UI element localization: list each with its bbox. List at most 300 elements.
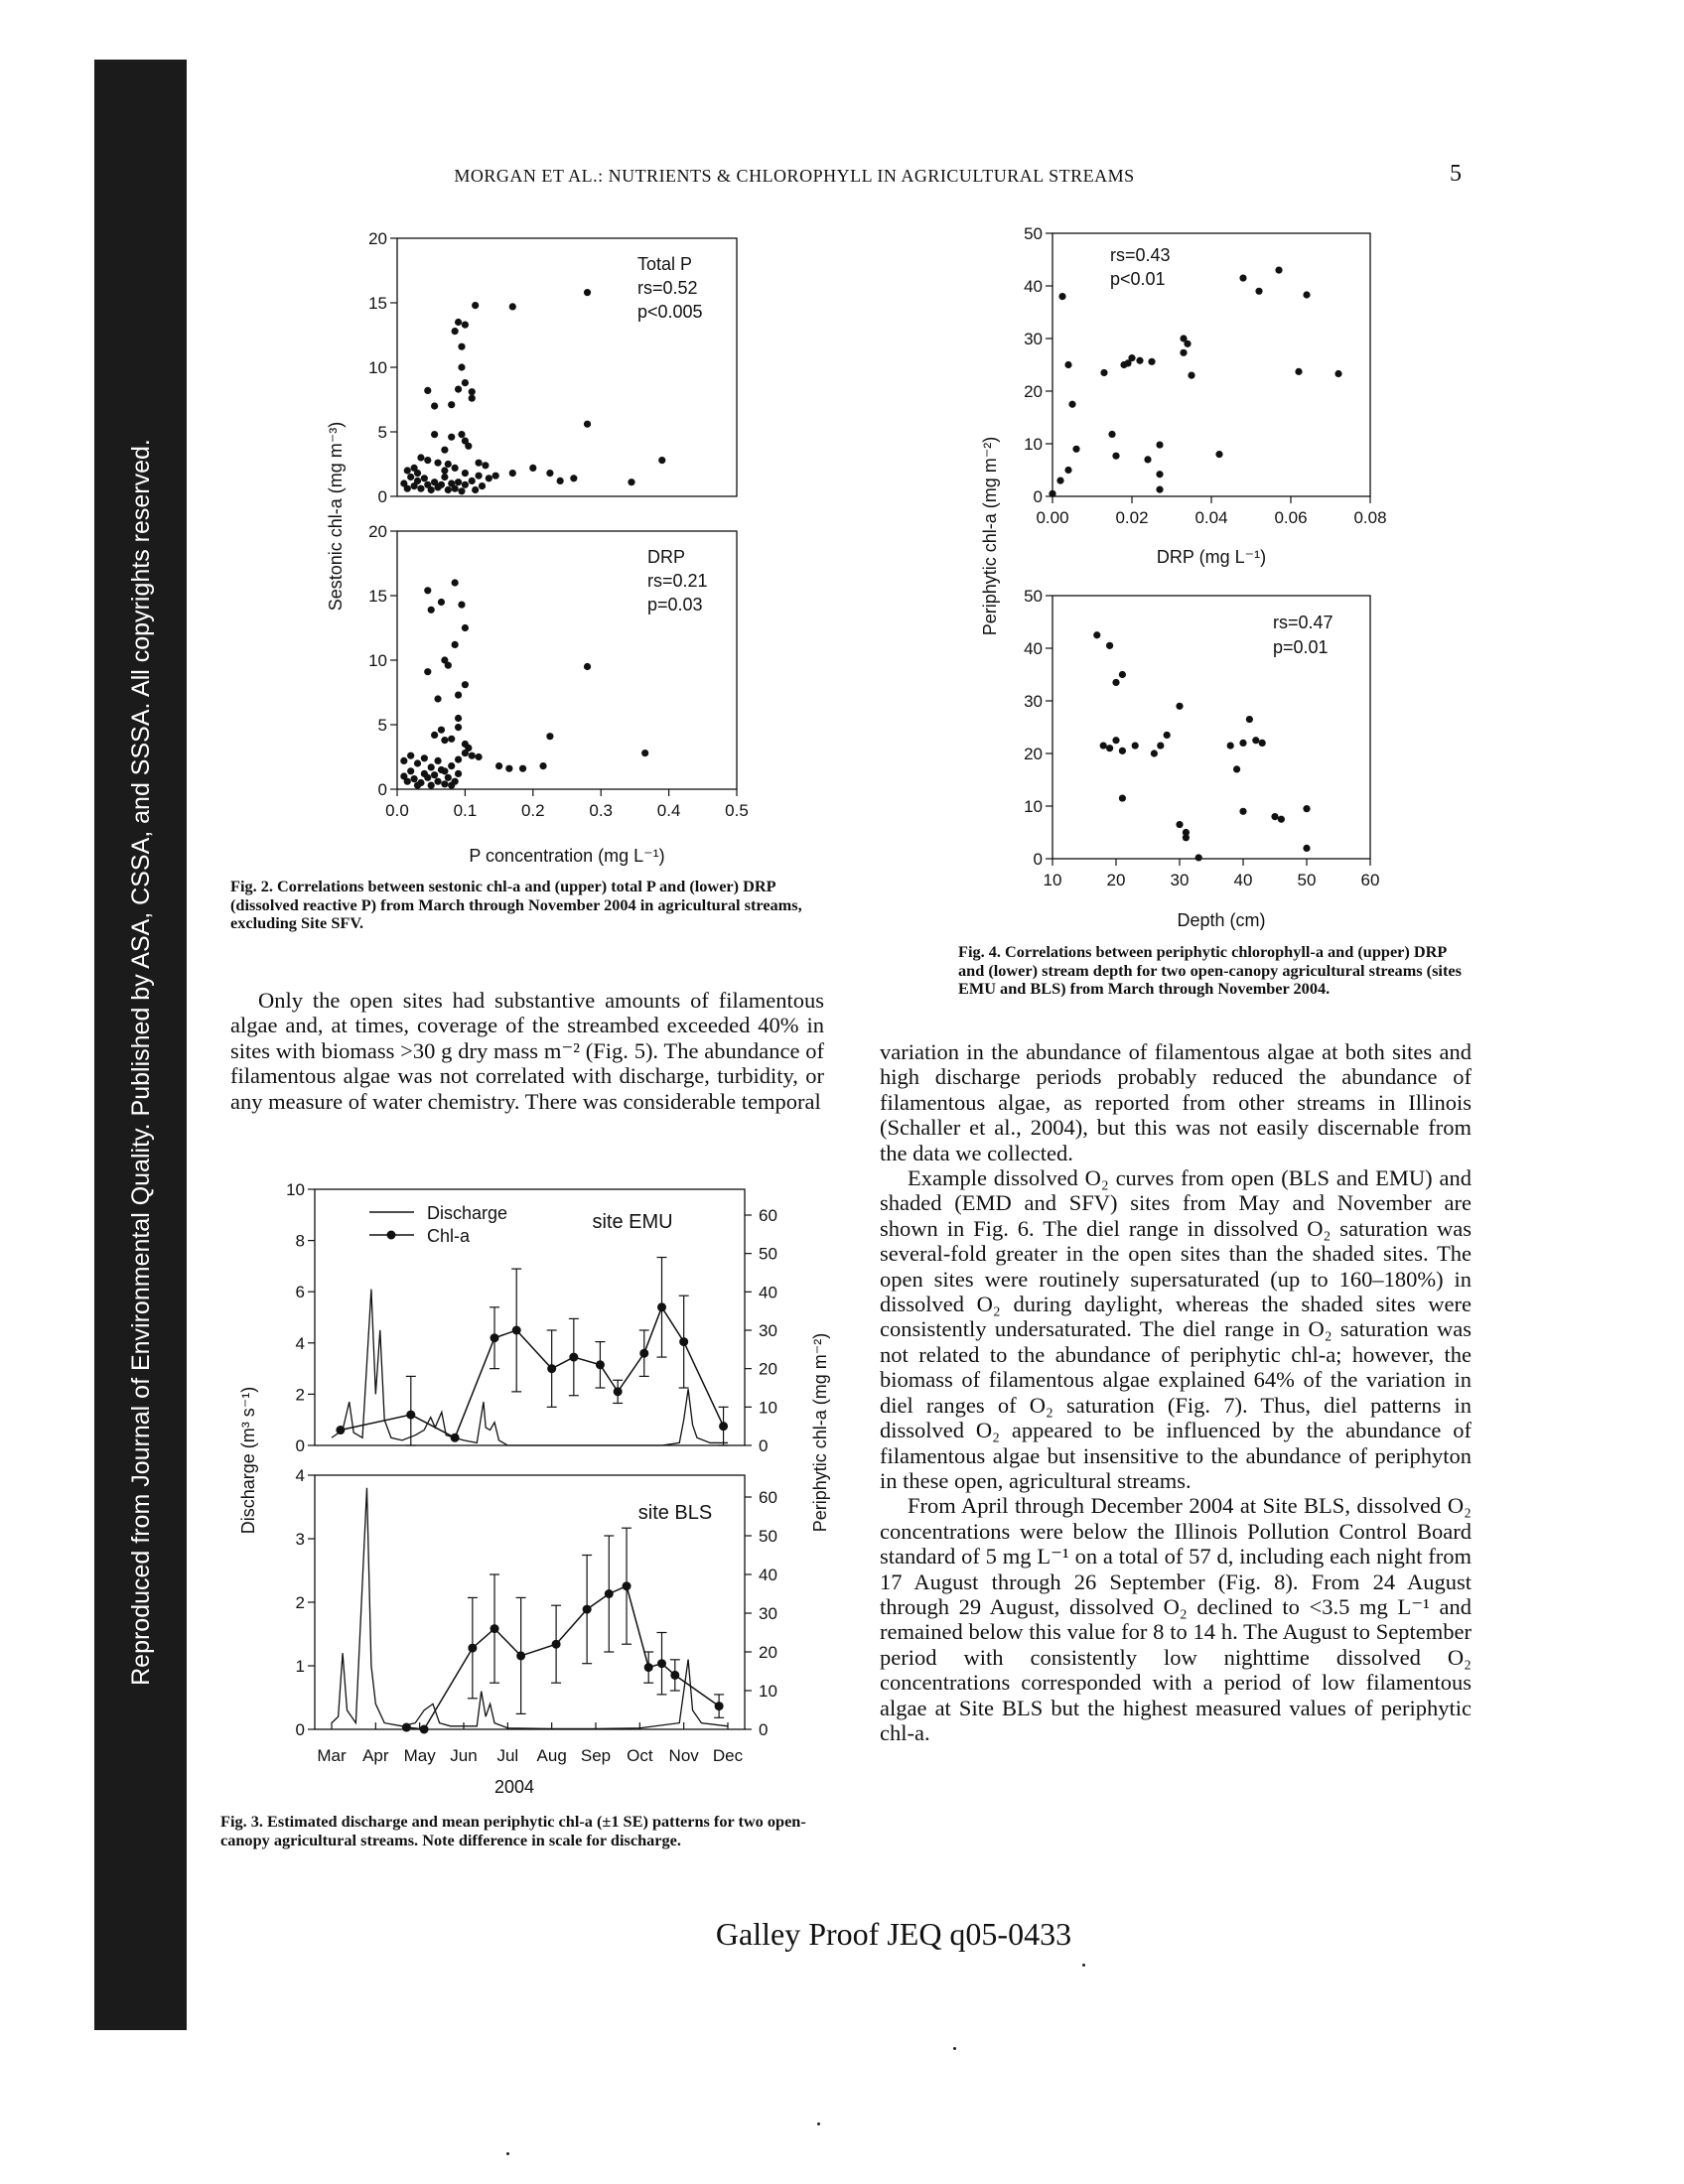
chla-point — [336, 1426, 345, 1434]
data-point — [628, 478, 634, 485]
month-label: Apr — [362, 1746, 389, 1765]
chla-point — [657, 1302, 666, 1311]
data-point — [434, 460, 441, 467]
data-point — [1093, 631, 1100, 638]
chla-point — [547, 1364, 556, 1373]
data-point — [448, 401, 455, 408]
legend-chla: Chl-a — [427, 1226, 471, 1246]
data-point — [414, 470, 421, 477]
x-tick-label: 10 — [1043, 871, 1062, 889]
data-point — [1188, 372, 1194, 379]
fig4-y-label: Periphytic chl-a (mg m⁻²) — [980, 436, 1000, 636]
y-tick-label: 20 — [759, 1643, 777, 1662]
chla-point — [569, 1353, 578, 1362]
data-point — [557, 478, 564, 484]
data-point — [641, 750, 648, 756]
y-tick-label: 0 — [1033, 487, 1043, 506]
fig2-caption: Fig. 2. Correlations between sestonic chl-a and (upper) total P and (lower) DRP (dissolved reactive P) from March through November 2004 in agricultural streams, excluding Site SFV. — [230, 877, 802, 932]
fig4-lower-x-axis — [1044, 859, 1380, 889]
legend-chla-marker — [387, 1231, 396, 1240]
paragraph-dissolved-o2: Example dissolved O₂ curves from open (BLS and EMU) and shaded (EMD and SFV) sites from May and November are shown in Fig. 6. The diel range in dissolved O₂ saturation was several-fold greater in the open sites than the shaded sites. The open sites were routinely supersaturated (up to 160–180%) in dissolved O₂ during daylight, whereas the shaded sites were consistently undersaturated. The diel range in O₂ saturation was not related to the abundance of periphytic chl-a; however, the biomass of filamentous algae explained 64% of the variation in diel ranges of O₂ saturation (Fig. 7). Thus, diel patterns in dissolved O₂ appeared to be influenced by the abundance of filamentous algae but insensitive to the abundance of periphyton in these open, agricultural streams. — [880, 1165, 1472, 1493]
data-point — [505, 765, 512, 772]
data-point — [1278, 816, 1285, 823]
data-point — [1259, 740, 1266, 747]
data-point — [417, 454, 424, 461]
y-tick-label: 10 — [1024, 435, 1043, 454]
y-tick-label: 10 — [286, 1180, 305, 1199]
data-point — [1334, 370, 1341, 377]
data-point — [529, 465, 536, 472]
fig4-lower-x-label: Depth (cm) — [1177, 910, 1266, 930]
chla-point — [605, 1589, 614, 1598]
y-tick-label: 40 — [759, 1566, 777, 1584]
y-tick-label: 60 — [759, 1206, 777, 1225]
data-point — [1112, 679, 1119, 686]
data-point — [1119, 794, 1126, 801]
data-point — [509, 470, 516, 477]
data-point — [424, 587, 431, 594]
scan-speck — [506, 2152, 509, 2155]
data-point — [455, 692, 462, 699]
fig3-lower-site: site BLS — [637, 1502, 713, 1524]
data-point — [1176, 703, 1183, 710]
month-label: Dec — [712, 1746, 744, 1765]
paragraph-variation: variation in the abundance of filamentous algae at both sites and high discharge periods probably reduced the abundance of filamentous algae, as reported from other streams in Illinois (Schaller et al., 2004), but this was not easily discernable from the data we collected. — [880, 1039, 1472, 1165]
x-tick-label: 0.1 — [453, 801, 478, 820]
figure-3 — [230, 1179, 866, 1797]
data-point — [458, 602, 465, 609]
fig4-lower-y-axis — [1024, 587, 1052, 869]
y-tick-label: 10 — [759, 1682, 777, 1701]
data-point — [452, 328, 459, 335]
month-label: Jul — [496, 1746, 519, 1765]
chla-point — [670, 1671, 679, 1680]
chla-point — [614, 1387, 623, 1396]
data-point — [1183, 834, 1190, 841]
x-tick-label: 40 — [1233, 871, 1253, 889]
y-tick-label: 2 — [295, 1385, 305, 1405]
data-point — [1215, 451, 1222, 458]
x-tick-label: 0.00 — [1036, 508, 1069, 527]
fig4-lower-p: p=0.01 — [1273, 637, 1329, 657]
data-point — [1255, 288, 1262, 295]
y-tick-label: 20 — [368, 522, 387, 541]
data-point — [455, 756, 462, 763]
x-tick-label: 0.3 — [589, 801, 614, 820]
data-point — [431, 402, 438, 409]
data-point — [472, 486, 479, 493]
y-tick-label: 40 — [1024, 277, 1043, 296]
fig2-lower-points — [400, 579, 648, 788]
data-point — [1156, 471, 1163, 478]
y-tick-label: 50 — [1024, 224, 1043, 243]
data-point — [1151, 750, 1158, 756]
data-point — [455, 386, 462, 393]
y-tick-label: 15 — [368, 294, 387, 313]
chla-line — [406, 1586, 719, 1729]
page-number: 5 — [1450, 161, 1462, 187]
data-point — [428, 763, 435, 770]
data-point — [428, 607, 435, 614]
data-point — [414, 759, 421, 766]
data-point — [1164, 732, 1171, 739]
data-point — [448, 762, 455, 769]
data-point — [1132, 742, 1139, 749]
data-point — [438, 599, 445, 606]
data-point — [1058, 293, 1065, 300]
galley-proof-footer: Galley Proof JEQ q05-0433 — [715, 1916, 1072, 1952]
data-point — [546, 470, 553, 477]
data-point — [1271, 813, 1278, 820]
y-tick-label: 0 — [295, 1720, 305, 1739]
data-point — [1112, 737, 1119, 744]
data-point — [438, 481, 445, 488]
data-point — [1246, 716, 1253, 723]
chla-point — [451, 1433, 460, 1442]
data-point — [539, 762, 546, 769]
fig3-right-y-label: Periphytic chl-a (mg m⁻²) — [810, 1332, 830, 1533]
fig2-upper-points — [400, 289, 665, 494]
data-point — [452, 485, 459, 492]
data-point — [455, 770, 462, 777]
data-point — [475, 460, 482, 467]
y-tick-label: 8 — [295, 1231, 305, 1251]
fig4-upper-y-axis — [1024, 224, 1052, 506]
data-point — [407, 474, 414, 480]
scan-speck — [1082, 1964, 1085, 1967]
fig4-upper-p: p<0.01 — [1110, 269, 1166, 289]
y-tick-label: 20 — [1024, 382, 1043, 401]
data-point — [1157, 742, 1164, 749]
y-tick-label: 0 — [377, 780, 387, 799]
data-point — [431, 732, 438, 739]
data-point — [1239, 808, 1246, 815]
data-point — [455, 715, 462, 722]
data-point — [445, 662, 452, 669]
fig2-lower-label: DRP — [647, 547, 686, 567]
scan-speck — [953, 2047, 956, 2050]
data-point — [424, 387, 431, 394]
y-tick-label: 1 — [295, 1657, 305, 1676]
discharge-line — [332, 1488, 728, 1729]
data-point — [445, 461, 452, 468]
data-point — [431, 431, 438, 438]
data-point — [411, 775, 418, 782]
fig4-lower-rs: rs=0.47 — [1273, 613, 1333, 632]
chla-point — [639, 1349, 648, 1358]
chla-point — [516, 1651, 525, 1660]
fig4-upper-rs: rs=0.43 — [1110, 245, 1171, 265]
data-point — [458, 487, 465, 494]
chla-point — [406, 1411, 415, 1420]
fig2-x-label: P concentration (mg L⁻¹) — [469, 846, 665, 866]
y-tick-label: 10 — [759, 1398, 777, 1418]
data-point — [1227, 742, 1234, 749]
y-tick-label: 2 — [295, 1593, 305, 1612]
data-point — [441, 737, 448, 744]
chla-point — [623, 1581, 632, 1590]
data-point — [452, 579, 459, 586]
data-point — [1106, 745, 1113, 751]
y-tick-label: 4 — [295, 1333, 305, 1353]
data-point — [1275, 267, 1282, 274]
data-point — [1184, 341, 1191, 347]
data-point — [469, 395, 476, 402]
y-tick-label: 50 — [759, 1527, 777, 1546]
y-tick-label: 3 — [295, 1530, 305, 1549]
data-point — [441, 447, 448, 454]
right-column-text — [880, 1039, 1472, 1745]
data-point — [1100, 369, 1107, 376]
data-point — [1156, 441, 1163, 448]
scan-speck — [817, 2122, 820, 2125]
data-point — [546, 733, 553, 740]
data-point — [1239, 274, 1246, 281]
fig2-y-label: Sestonic chl-a (mg m⁻³) — [326, 421, 346, 612]
data-point — [486, 475, 492, 481]
fig2-upper-frame — [397, 238, 737, 496]
x-tick-label: 0.02 — [1115, 508, 1149, 527]
y-tick-label: 5 — [377, 423, 387, 442]
chla-point — [644, 1663, 653, 1672]
chla-point — [512, 1326, 521, 1335]
data-point — [455, 724, 462, 731]
data-point — [1064, 467, 1071, 474]
data-point — [1072, 446, 1079, 453]
fig3-upper-chla-series — [336, 1258, 728, 1445]
fig2-lower-y-axis — [368, 522, 397, 799]
chla-point — [657, 1659, 666, 1668]
fig2-upper-rs: rs=0.52 — [637, 278, 698, 298]
data-point — [421, 475, 428, 481]
data-point — [462, 470, 469, 477]
data-point — [465, 443, 472, 450]
data-point — [445, 486, 452, 493]
data-point — [1233, 765, 1240, 772]
fig4-upper-x-label: DRP (mg L⁻¹) — [1156, 547, 1267, 567]
fig3-year: 2004 — [493, 1777, 535, 1797]
y-tick-label: 50 — [1024, 587, 1043, 606]
data-point — [441, 780, 448, 787]
data-point — [469, 478, 476, 484]
fig2-lower-rs: rs=0.21 — [647, 571, 708, 591]
month-label: Sep — [580, 1746, 612, 1765]
data-point — [462, 750, 469, 756]
fig4-lower-points — [1093, 631, 1310, 861]
y-tick-label: 0 — [1033, 850, 1043, 869]
fig4-caption: Fig. 4. Correlations between periphytic chlorophyll-a and (upper) DRP and (lower) stream depth for two open-canopy agricultural streams (sites EMU and BLS) from March through November 2004. — [958, 942, 1462, 998]
left-column-text — [230, 988, 824, 1114]
data-point — [1064, 361, 1071, 368]
data-point — [448, 736, 455, 743]
data-point — [492, 473, 499, 479]
fig4-upper-points — [1049, 267, 1341, 497]
fig2-upper-p: p<0.005 — [637, 302, 703, 322]
y-tick-label: 60 — [759, 1488, 777, 1507]
data-point — [1136, 357, 1143, 364]
data-point — [462, 624, 469, 631]
chla-point — [719, 1422, 728, 1431]
data-point — [1176, 821, 1183, 828]
data-point — [400, 757, 407, 764]
data-point — [584, 421, 591, 428]
data-point — [414, 782, 421, 789]
chla-point — [596, 1360, 605, 1369]
y-tick-label: 0 — [295, 1436, 305, 1455]
data-point — [434, 695, 441, 702]
data-point — [1049, 490, 1055, 497]
data-point — [1148, 358, 1155, 365]
y-tick-label: 30 — [1024, 692, 1043, 711]
y-tick-label: 10 — [368, 358, 387, 377]
data-point — [1144, 456, 1151, 463]
y-tick-label: 0 — [759, 1720, 769, 1739]
data-point — [441, 767, 448, 774]
data-point — [458, 363, 465, 370]
chla-line — [341, 1307, 724, 1437]
data-point — [441, 467, 448, 474]
month-label: Oct — [627, 1746, 653, 1765]
fig3-caption: Fig. 3. Estimated discharge and mean periphytic chl-a (±1 SE) patterns for two open-canopy agricultural streams. Note difference in scale for discharge. — [220, 1812, 806, 1849]
data-point — [445, 774, 452, 781]
paragraph-filamentous-algae: Only the open sites had substantive amounts of filamentous algae and, at times, coverage of the streambed exceeded 40% in sites with biomass >30 g dry mass m⁻² (Fig. 5). The abundance of filamentous algae was not correlated with discharge, turbidity, or any measure of water chemistry. There was considerable temporal — [230, 988, 824, 1114]
fig3-left-y-label: Discharge (m³ s⁻¹) — [238, 1386, 258, 1535]
data-point — [424, 457, 431, 464]
fig4-upper-x-axis — [1036, 496, 1386, 527]
figure-4 — [978, 223, 1425, 938]
data-point — [438, 727, 445, 734]
data-point — [469, 388, 476, 395]
data-point — [448, 434, 455, 441]
data-point — [1100, 742, 1107, 749]
data-point — [1239, 740, 1246, 747]
running-head: MORGAN ET AL.: NUTRIENTS & CHLOROPHYLL IN AGRICULTURAL STREAMS — [454, 166, 1135, 186]
chla-point — [491, 1624, 499, 1633]
data-point — [475, 753, 482, 760]
y-tick-label: 20 — [1024, 745, 1043, 763]
data-point — [458, 431, 465, 438]
y-tick-label: 10 — [368, 651, 387, 670]
chla-point — [679, 1337, 688, 1346]
fig2-x-axis — [385, 789, 749, 820]
paragraph-site-bls: From April through December 2004 at Site BLS, dissolved O₂ concentrations were below the Illinois Pollution Control Board standard of 5 mg L⁻¹ on a total of 57 d, including each night from 17 August through 26 September (Fig. 8). From 24 August through 29 August, dissolved O₂ declined to <3.5 mg L⁻¹ and remained below this value for 8 to 14 h. The August to September period with consistently low nighttime dissolved O₂ concentrations corresponded with a period of low filamentous algae at Site BLS but the highest measured values of periphytic chl-a. — [880, 1493, 1472, 1745]
data-point — [452, 465, 459, 472]
figure-2 — [318, 223, 765, 869]
data-point — [458, 343, 465, 350]
chla-point — [715, 1702, 724, 1710]
y-tick-label: 5 — [377, 716, 387, 735]
month-label: Jun — [450, 1746, 478, 1765]
data-point — [1112, 453, 1119, 460]
data-point — [414, 478, 421, 484]
data-point — [584, 289, 591, 296]
data-point — [462, 481, 469, 488]
data-point — [1056, 478, 1063, 484]
data-point — [441, 474, 448, 480]
x-tick-label: 0.2 — [520, 801, 545, 820]
x-tick-label: 20 — [1106, 871, 1126, 889]
data-point — [1106, 642, 1113, 649]
chla-point — [402, 1723, 411, 1732]
data-point — [472, 302, 479, 309]
data-point — [1295, 368, 1302, 375]
month-label: Nov — [668, 1746, 699, 1765]
chla-point — [468, 1644, 477, 1653]
y-tick-label: 15 — [368, 587, 387, 606]
x-tick-label: 0.5 — [725, 801, 749, 820]
x-tick-label: 30 — [1170, 871, 1190, 889]
data-point — [475, 473, 482, 479]
fig3-lower-chla-series — [402, 1528, 724, 1733]
chla-point — [491, 1333, 499, 1342]
data-point — [1068, 401, 1075, 408]
x-tick-label: 0.0 — [385, 801, 409, 820]
data-point — [434, 778, 441, 785]
y-tick-label: 30 — [759, 1604, 777, 1623]
data-point — [404, 467, 411, 474]
y-tick-label: 4 — [295, 1466, 305, 1485]
data-point — [1119, 671, 1126, 678]
data-point — [424, 668, 431, 675]
data-point — [570, 475, 577, 481]
discharge-line — [332, 1290, 728, 1445]
data-point — [424, 774, 431, 781]
chla-point — [420, 1725, 429, 1734]
copyright-text: Reproduced from Journal of Environmental Quality. Published by ASA, CSSA, and SSSA. All copyrights reserved. — [127, 439, 155, 1686]
data-point — [509, 303, 516, 310]
month-label: Mar — [317, 1746, 347, 1765]
data-point — [407, 767, 414, 774]
y-tick-label: 6 — [295, 1283, 305, 1302]
data-point — [421, 754, 428, 761]
data-point — [404, 485, 411, 492]
y-tick-label: 20 — [368, 229, 387, 248]
data-point — [431, 771, 438, 778]
legend-discharge: Discharge — [427, 1203, 508, 1223]
data-point — [1180, 349, 1187, 356]
fig3-upper-site: site EMU — [592, 1211, 673, 1233]
data-point — [417, 485, 424, 492]
month-label: May — [403, 1746, 436, 1765]
y-tick-label: 10 — [1024, 797, 1043, 816]
data-point — [1303, 805, 1310, 812]
data-point — [495, 762, 502, 769]
x-tick-label: 0.4 — [656, 801, 681, 820]
fig3-upper-frame — [315, 1189, 745, 1445]
x-tick-label: 0.06 — [1274, 508, 1308, 527]
x-tick-label: 0.04 — [1194, 508, 1228, 527]
data-point — [455, 319, 462, 326]
data-point — [407, 752, 414, 759]
y-tick-label: 0 — [377, 487, 387, 506]
data-point — [462, 379, 469, 386]
data-point — [455, 478, 462, 485]
data-point — [404, 778, 411, 785]
data-point — [482, 462, 489, 469]
data-point — [434, 757, 441, 764]
y-tick-label: 50 — [759, 1244, 777, 1264]
data-point — [1303, 291, 1310, 298]
data-point — [1303, 845, 1310, 852]
data-point — [428, 782, 435, 789]
y-tick-label: 40 — [759, 1283, 777, 1302]
fig4-upper-frame — [1052, 233, 1370, 496]
data-point — [479, 482, 486, 489]
data-point — [462, 322, 469, 329]
data-point — [1195, 854, 1202, 861]
data-point — [658, 457, 665, 464]
x-tick-label: 60 — [1360, 871, 1380, 889]
